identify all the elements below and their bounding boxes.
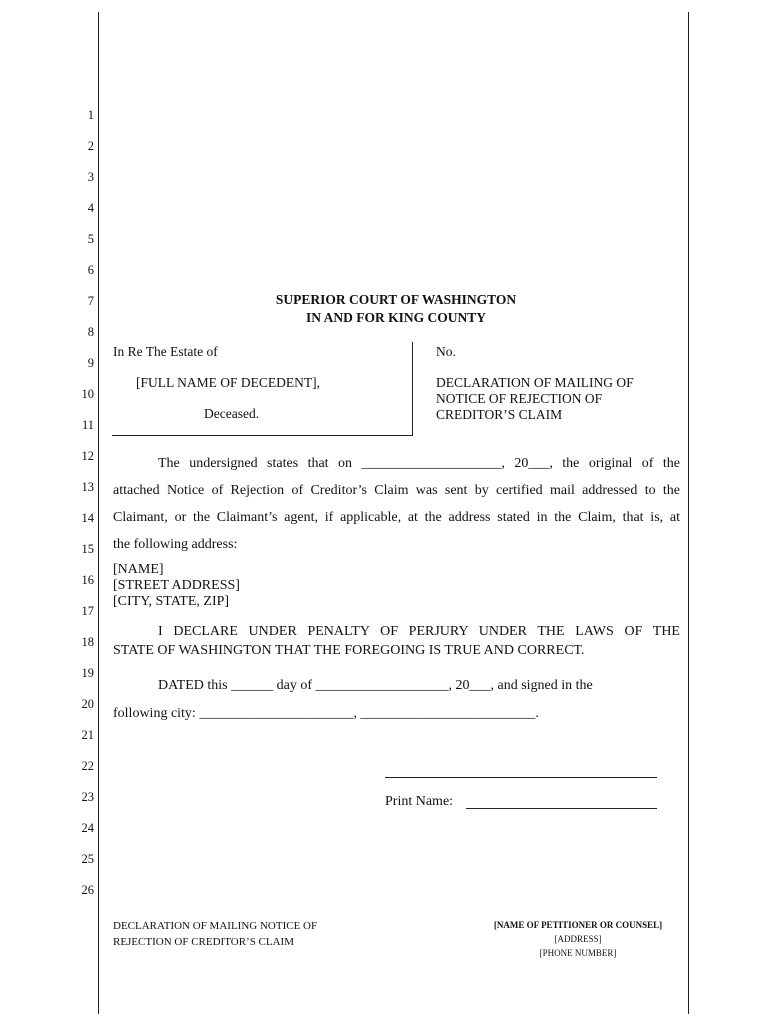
footer-phone: [PHONE NUMBER]	[539, 948, 617, 958]
line-number: 24	[81, 821, 94, 835]
line-number: 3	[87, 170, 94, 184]
line-number: 6	[87, 263, 94, 277]
line-number: 23	[81, 790, 94, 804]
document-title-line3: CREDITOR’S CLAIM	[436, 407, 563, 422]
court-name: SUPERIOR COURT OF WASHINGTON	[275, 292, 517, 307]
paragraph-line: attached Notice of Rejection of Creditor’s Claim was sent by certified mail addressed to the	[113, 483, 680, 498]
case-number-label: No.	[436, 344, 456, 359]
line-number: 10	[81, 387, 94, 401]
signed-city-line: following city: ______________________, _________________________.	[113, 706, 539, 721]
line-number: 18	[81, 635, 94, 649]
perjury-declaration-line: STATE OF WASHINGTON THAT THE FOREGOING IS TRUE AND CORRECT.	[113, 643, 585, 658]
line-number: 20	[81, 697, 94, 711]
dated-line: DATED this ______ day of ___________________, 20___, and signed in the	[158, 678, 593, 693]
line-number: 17	[81, 604, 94, 618]
line-number: 7	[87, 294, 94, 308]
line-number: 5	[87, 232, 94, 246]
print-name-line	[466, 808, 657, 809]
address-city: [CITY, STATE, ZIP]	[113, 594, 230, 609]
line-number: 26	[81, 883, 94, 897]
caption-bottom-rule	[112, 435, 413, 436]
line-number: 2	[87, 139, 94, 153]
line-number: 14	[81, 511, 94, 525]
left-margin-rule	[98, 12, 99, 1014]
paragraph-line: the following address:	[113, 537, 238, 552]
line-number: 1	[87, 108, 94, 122]
line-number: 15	[81, 542, 94, 556]
address-street: [STREET ADDRESS]	[113, 578, 240, 593]
line-number: 19	[81, 666, 94, 680]
court-county: IN AND FOR KING COUNTY	[305, 310, 486, 325]
line-number: 16	[81, 573, 94, 587]
footer-document-title: DECLARATION OF MAILING NOTICE OF	[113, 920, 318, 932]
document-title-line1: DECLARATION OF MAILING OF	[436, 375, 634, 390]
line-number: 25	[81, 852, 94, 866]
line-number: 8	[87, 325, 94, 339]
line-number: 13	[81, 480, 94, 494]
footer-petitioner-name: [NAME OF PETITIONER OR COUNSEL]	[493, 920, 663, 930]
line-number: 9	[87, 356, 94, 370]
line-number: 22	[81, 759, 94, 773]
line-number: 21	[81, 728, 94, 742]
footer-document-title: REJECTION OF CREDITOR’S CLAIM	[113, 936, 295, 948]
print-name-label: Print Name:	[385, 794, 454, 809]
signature-line	[385, 777, 657, 778]
footer-address: [ADDRESS]	[554, 934, 602, 944]
deceased-label: Deceased.	[204, 406, 260, 421]
line-number: 11	[81, 418, 94, 432]
paragraph-line: Claimant, or the Claimant’s agent, if applicable, at the address stated in the Claim, that is, at	[113, 510, 680, 525]
line-number: 4	[87, 201, 94, 215]
perjury-declaration-line: I DECLARE UNDER PENALTY OF PERJURY UNDER THE LAWS OF THE	[158, 624, 680, 639]
address-name: [NAME]	[113, 562, 164, 577]
decedent-name: [FULL NAME OF DECEDENT],	[136, 375, 320, 390]
line-number: 12	[81, 449, 94, 463]
right-margin-rule	[688, 12, 689, 1014]
paragraph-line: The undersigned states that on ____________________, 20___, the original of the	[158, 456, 680, 471]
document-title-line2: NOTICE OF REJECTION OF	[436, 391, 603, 406]
caption-vertical-rule	[412, 342, 413, 435]
in-re-label: In Re The Estate of	[113, 344, 218, 359]
